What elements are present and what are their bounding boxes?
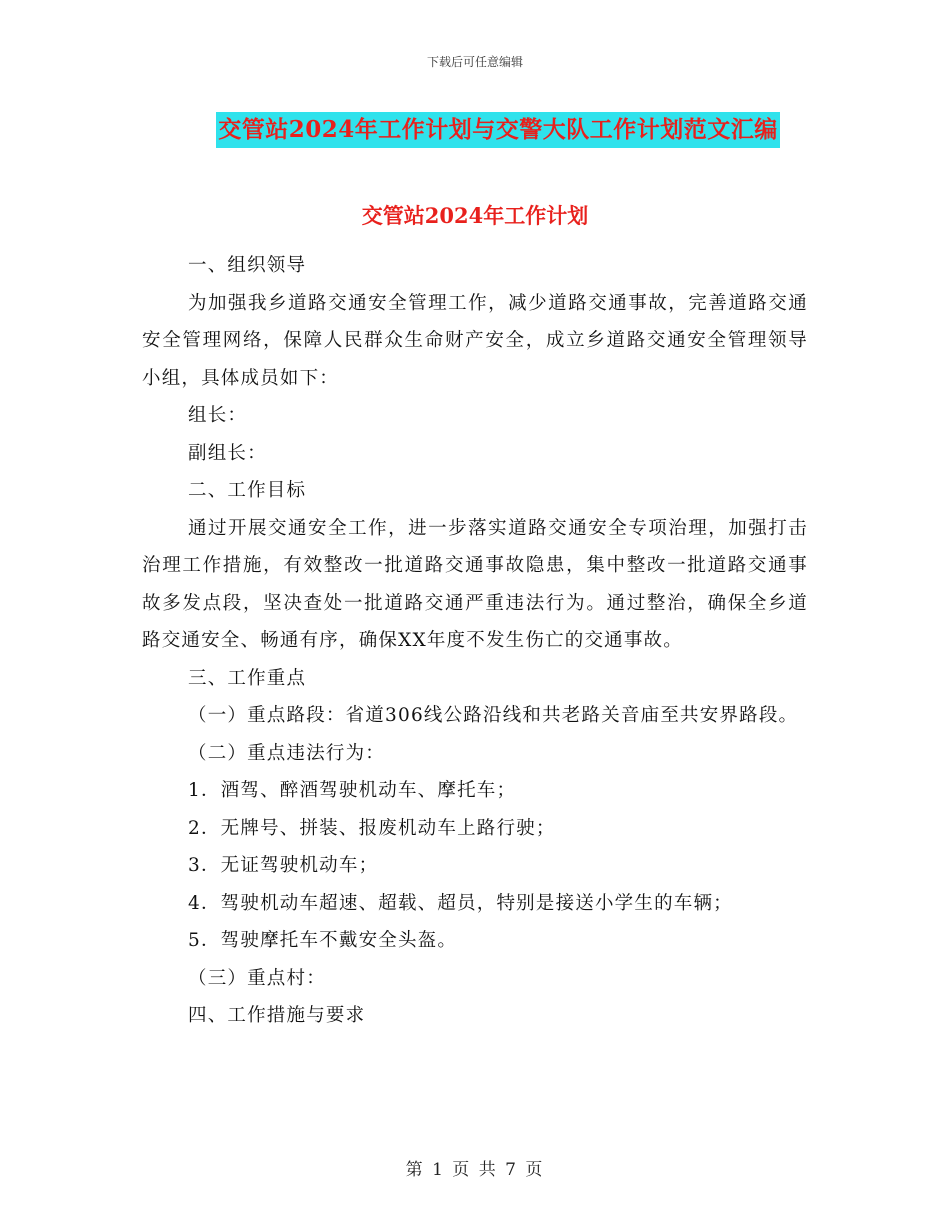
list-item: 3．无证驾驶机动车； [188,855,379,876]
line-group-leader: 组长： [188,405,248,426]
paragraph-goals: 通过开展交通安全工作，进一步落实道路交通安全专项治理，加强打击治理工作措施，有效整改一批道路交通事故隐患，集中整改一批道路交通事故多发点段，坚决查处一批道路交通严重违法行为。通过整治，确保全乡道路交通安全、畅通有序，确保XX年度不发生伤亡的交通事故。 [142,517,808,651]
list-item: 1．酒驾、醉酒驾驶机动车、摩托车； [188,780,517,801]
page-number-footer: 第 1 页 共 7 页 [405,1160,545,1180]
heading-organization: 一、组织领导 [188,255,307,276]
list-item: 2．无牌号、拼装、报废机动车上路行驶； [188,817,556,839]
document-body [142,247,808,1035]
document-title: 交管站2024年工作计划与交警大队工作计划范文汇编 [216,112,780,148]
heading-goals: 二、工作目标 [188,480,307,501]
paragraph-organization: 为加强我乡道路交通安全管理工作，减少道路交通事故，完善道路交通安全管理网络，保障人民群众生命财产安全，成立乡道路交通安全管理领导小组，具体成员如下： [142,292,808,389]
line-key-violations: （二）重点违法行为： [188,742,386,764]
header-note: 下载后可任意编辑 [426,55,523,69]
line-deputy-leader: 副组长： [188,442,267,464]
heading-focus: 三、工作重点 [188,667,307,689]
line-key-villages: （三）重点村： [188,967,326,989]
paragraph-key-roads: （一）重点路段：省道306线公路沿线和共老路关音庙至共安界路段。 [188,705,799,726]
section-title: 交管站2024年工作计划 [361,203,589,228]
document-title-container [0,112,950,148]
heading-measures: 四、工作措施与要求 [188,1005,366,1026]
list-item: 5．驾驶摩托车不戴安全头盔。 [188,930,458,951]
list-item: 4．驾驶机动车超速、超载、超员，特别是接送小学生的车辆； [188,892,733,914]
